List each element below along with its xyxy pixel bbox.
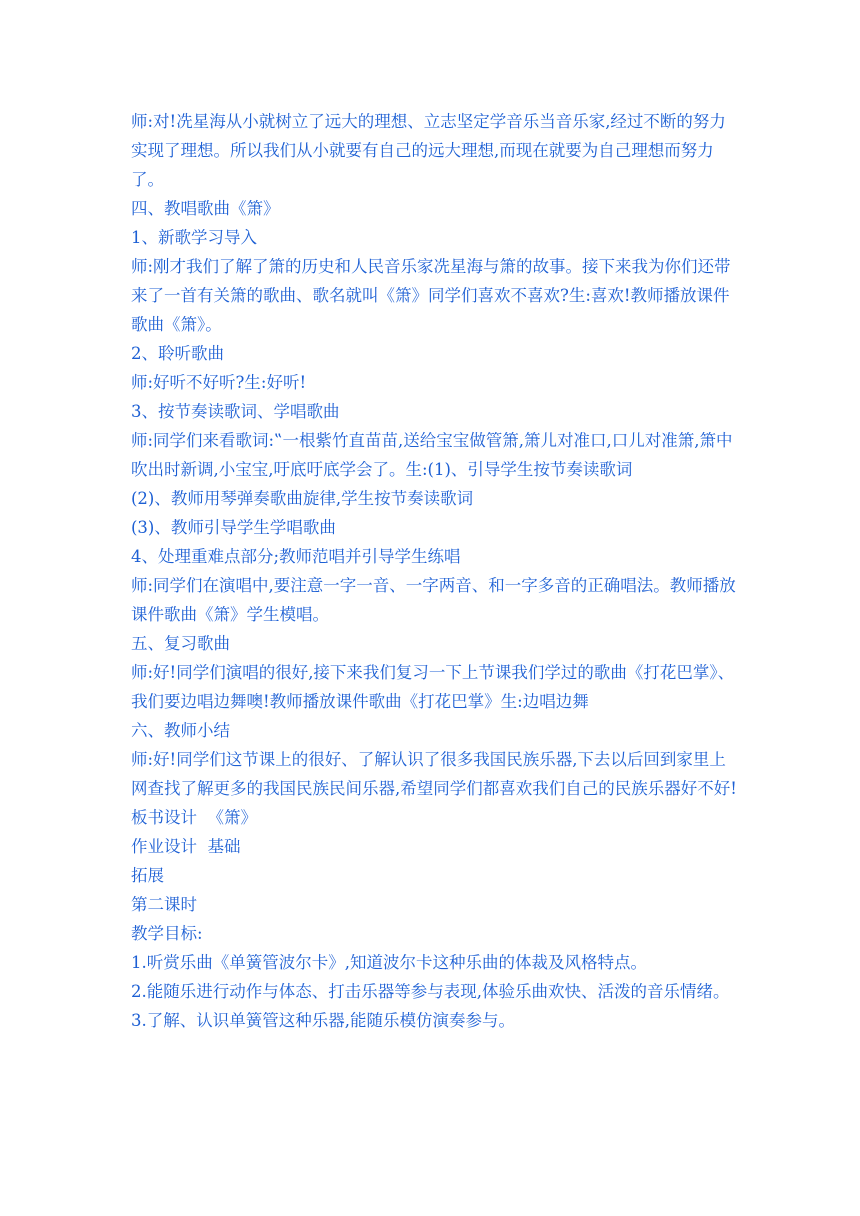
paragraph: (3)、教师引导学生学唱歌曲 — [131, 518, 336, 537]
lesson-heading: 第二课时 — [131, 895, 197, 914]
paragraph: 师:好!同学们这节课上的很好、了解认识了很多我国民族乐器,下去以后回到家里上网查找了解更多的我国民族民间乐器,希望同学们都喜欢我们自己的民族乐器好不好! — [131, 750, 737, 798]
paragraph: 师:好听不好听?生:好听! — [131, 373, 307, 392]
paragraph: 师:同学们在演唱中,要注意一字一音、一字两音、和一字多音的正确唱法。教师播放课件歌曲《箫》学生模唱。 — [131, 576, 736, 624]
subsection-heading: 2、聆听歌曲 — [131, 344, 224, 363]
subsection-heading: 4、处理重难点部分;教师范唱并引导学生练唱 — [131, 547, 461, 566]
paragraph: 拓展 — [131, 866, 164, 885]
homework-design-line: 作业设计 基础 — [131, 837, 241, 856]
paragraph: 师:对!冼星海从小就树立了远大的理想、立志坚定学音乐当音乐家,经过不断的努力实现了理想。所以我们从小就要有自己的远大理想,而现在就要为自己理想而努力了。 — [131, 112, 726, 189]
subsection-heading: 3、按节奏读歌词、学唱歌曲 — [131, 402, 340, 421]
objectives-heading: 教学目标: — [131, 924, 203, 943]
section-heading: 四、教唱歌曲《箫》 — [131, 199, 280, 218]
objective-item: 1.听赏乐曲《单簧管波尔卡》,知道波尔卡这种乐曲的体裁及风格特点。 — [131, 953, 647, 972]
paragraph: 师:刚才我们了解了箫的历史和人民音乐家冼星海与箫的故事。接下来我为你们还带来了一首有关箫的歌曲、歌名就叫《箫》同学们喜欢不喜欢?生:喜欢!教师播放课件歌曲《箫》。 — [131, 257, 731, 334]
subsection-heading: 1、新歌学习导入 — [131, 228, 257, 247]
paragraph: 师:好!同学们演唱的很好,接下来我们复习一下上节课我们学过的歌曲《打花巴掌》、我们要边唱边舞噢!教师播放课件歌曲《打花巴掌》生:边唱边舞 — [131, 663, 735, 711]
document-page — [131, 107, 741, 1035]
section-heading: 五、复习歌曲 — [131, 634, 230, 653]
section-heading: 六、教师小结 — [131, 721, 230, 740]
paragraph: 师:同学们来看歌词:‟一根紫竹直苗苗,送给宝宝做管箫,箫儿对准口,口儿对准箫,箫中吹出时新调,小宝宝,吁底吁底学会了。生:(1)、引导学生按节奏读歌词 — [131, 431, 733, 479]
objective-item: 3.了解、认识单簧管这种乐器,能随乐模仿演奏参与。 — [131, 1011, 515, 1030]
paragraph: (2)、教师用琴弹奏歌曲旋律,学生按节奏读歌词 — [131, 489, 474, 508]
board-design-line: 板书设计 《箫》 — [131, 808, 257, 827]
objective-item: 2.能随乐进行动作与体态、打击乐器等参与表现,体验乐曲欢快、活泼的音乐情绪。 — [131, 982, 730, 1001]
